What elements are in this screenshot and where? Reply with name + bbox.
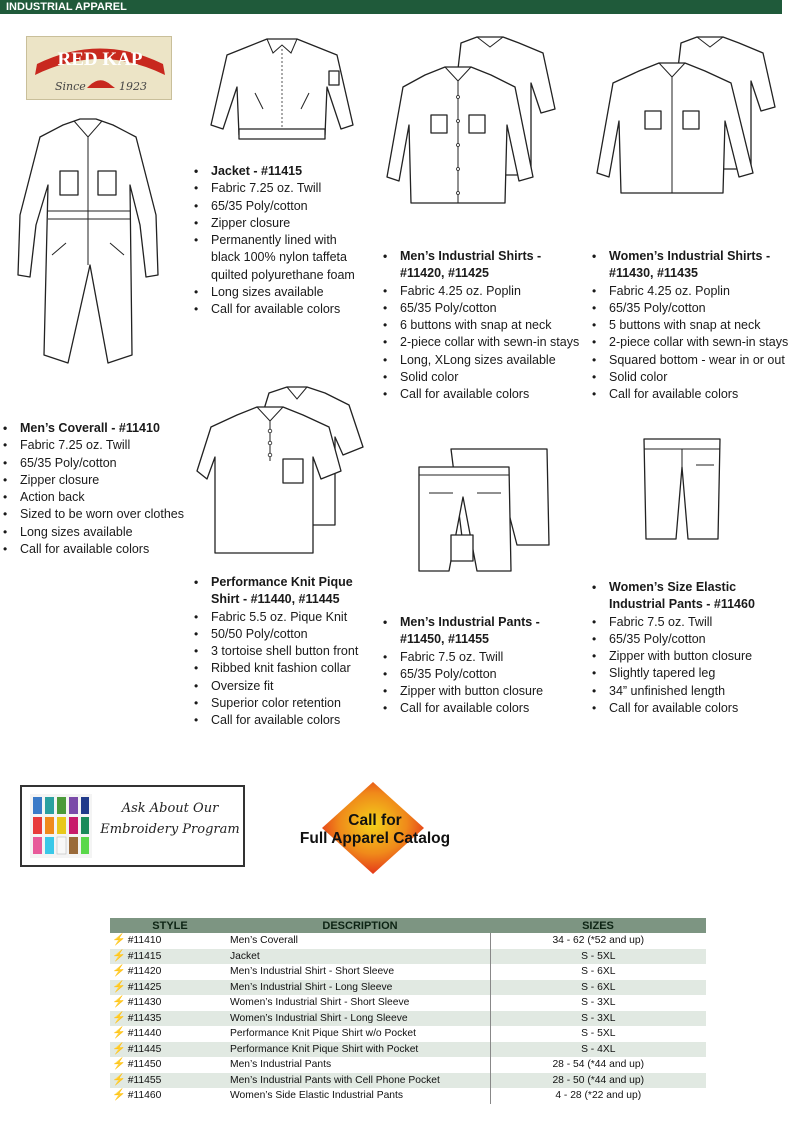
product-feature: • Zipper closure — [193, 215, 368, 232]
size-range: S - 5XL — [581, 1028, 616, 1039]
mens-shirts-illustration — [385, 35, 560, 205]
red-kap-logo — [26, 36, 172, 100]
table-row — [110, 933, 706, 949]
jacket-illustration — [205, 35, 360, 150]
product-title: • Men’s Coverall - #11410 — [2, 420, 187, 437]
product-title: • Men’s Industrial Shirts - #11420, #11425 — [382, 248, 587, 283]
product-jacket — [193, 163, 368, 319]
table-row — [110, 1088, 706, 1104]
column-header-style: STYLE — [110, 918, 230, 933]
table-row — [110, 1073, 706, 1089]
style-description: Women’s Side Elastic Industrial Pants — [230, 1088, 490, 1104]
product-feature: • 6 buttons with snap at neck — [382, 317, 587, 334]
product-feature: • Solid color — [382, 369, 587, 386]
product-feature: • 65/35 Poly/cotton — [193, 198, 368, 215]
section-header — [0, 0, 782, 14]
style-description: Men’s Industrial Pants with Cell Phone Pocket — [230, 1073, 490, 1089]
lightning-icon: ⚡ — [112, 965, 126, 977]
product-feature: • Call for available colors — [2, 541, 187, 558]
product-feature: • Zipper closure — [2, 472, 187, 489]
product-womens-shirts — [591, 248, 796, 404]
catalog-callout[interactable] — [295, 812, 455, 848]
style-description: Jacket — [230, 949, 490, 965]
product-feature: • Squared bottom - wear in or out — [591, 352, 796, 369]
style-description: Men’s Industrial Shirt - Short Sleeve — [230, 964, 490, 980]
style-description: Women’s Industrial Shirt - Short Sleeve — [230, 995, 490, 1011]
size-range: S - 3XL — [581, 997, 616, 1008]
product-feature: • Zipper with button closure — [382, 683, 572, 700]
product-feature: • 65/35 Poly/cotton — [591, 300, 796, 317]
column-header-sizes: SIZES — [490, 918, 706, 933]
product-feature: • Call for available colors — [591, 386, 796, 403]
size-range: S - 5XL — [490, 949, 706, 965]
style-description: Women’s Industrial Shirt - Long Sleeve — [230, 1011, 490, 1027]
style-description: Performance Knit Pique Shirt w/o Pocket — [230, 1026, 490, 1042]
style-number: #11435 — [127, 1012, 162, 1024]
product-feature: • 34” unfinished length — [591, 683, 771, 700]
product-title: • Women’s Size Elastic Industrial Pants - #11460 — [591, 579, 771, 614]
product-feature: • 65/35 Poly/cotton — [382, 666, 572, 683]
catalog-line2: Full Apparel Catalog — [299, 830, 451, 847]
style-number: #11410 — [127, 935, 162, 946]
style-number: #11440 — [127, 1028, 162, 1039]
product-feature: • 3 tortoise shell button front — [193, 643, 383, 660]
product-feature: • Long sizes available — [193, 284, 368, 301]
product-feature: • Call for available colors — [382, 700, 572, 717]
style-number: #11420 — [127, 966, 162, 977]
product-feature: • 65/35 Poly/cotton — [382, 300, 587, 317]
table-row — [110, 1057, 706, 1073]
table-row — [110, 1011, 706, 1027]
table-row — [110, 1026, 706, 1042]
size-range: 34 - 62 (*52 and up) — [552, 935, 645, 946]
size-table — [110, 918, 706, 1104]
size-range: S - 3XL — [490, 1011, 706, 1027]
product-feature: • Permanently lined with black 100% nylon taffeta quilted polyurethane foam — [193, 232, 368, 284]
product-feature: • Call for available colors — [382, 386, 587, 403]
table-row — [110, 1042, 706, 1058]
style-description: Men’s Industrial Shirt - Long Sleeve — [230, 980, 490, 996]
table-row — [110, 964, 706, 980]
product-feature: • Oversize fit — [193, 678, 383, 695]
size-range: S - 4XL — [490, 1042, 706, 1058]
table-row — [110, 995, 706, 1011]
product-feature: • 2-piece collar with sewn-in stays — [591, 334, 796, 351]
size-range: 4 - 28 (*22 and up) — [555, 1090, 642, 1101]
product-feature: • Call for available colors — [193, 712, 383, 729]
lightning-icon: ⚡ — [112, 1073, 126, 1086]
style-number: #11460 — [127, 1090, 162, 1101]
product-feature: • Zipper with button closure — [591, 648, 771, 665]
product-title: • Performance Knit Pique Shirt - #11440, #11445 — [193, 574, 383, 609]
product-feature: • Fabric 7.5 oz. Twill — [382, 649, 572, 666]
style-number: #11430 — [127, 997, 162, 1008]
product-feature: • Solid color — [591, 369, 796, 386]
product-feature: • Fabric 5.5 oz. Pique Knit — [193, 609, 383, 626]
table-row — [110, 980, 706, 996]
lightning-icon: ⚡ — [112, 1011, 126, 1024]
embroidery-text — [95, 798, 245, 840]
style-number: #11425 — [127, 981, 162, 993]
product-feature: • Long, XLong sizes available — [382, 352, 587, 369]
product-feature: • Long sizes available — [2, 524, 187, 541]
style-description: Men’s Coverall — [230, 933, 490, 949]
size-range: S - 6XL — [581, 966, 616, 977]
size-range: 28 - 54 (*44 and up) — [552, 1059, 645, 1070]
style-description: Men’s Industrial Pants — [230, 1057, 490, 1073]
style-number: #11415 — [127, 950, 162, 962]
logo-year: 1923 — [119, 80, 147, 93]
lightning-icon: ⚡ — [112, 934, 126, 946]
style-number: #11445 — [127, 1043, 162, 1055]
product-feature: • Sized to be worn over clothes — [2, 506, 187, 523]
catalog-line1: Call for — [348, 812, 402, 829]
style-number: #11450 — [127, 1059, 162, 1070]
style-description: Performance Knit Pique Shirt with Pocket — [230, 1042, 490, 1058]
embroidery-line1: Ask About Our — [121, 801, 219, 816]
product-feature: • 65/35 Poly/cotton — [2, 455, 187, 472]
lightning-icon: ⚡ — [112, 1027, 126, 1039]
size-table-header — [110, 918, 706, 933]
product-feature: • 5 buttons with snap at neck — [591, 317, 796, 334]
table-row — [110, 949, 706, 965]
product-mens-pants — [382, 614, 572, 718]
pique-shirts-illustration — [203, 385, 368, 555]
product-feature: • Slightly tapered leg — [591, 665, 771, 682]
product-coverall — [2, 420, 187, 558]
column-header-description: DESCRIPTION — [230, 918, 490, 933]
lightning-icon: ⚡ — [112, 980, 126, 993]
product-feature: • 50/50 Poly/cotton — [193, 626, 383, 643]
style-number: #11455 — [127, 1074, 162, 1086]
product-feature: • 2-piece collar with sewn-in stays — [382, 334, 587, 351]
lightning-icon: ⚡ — [112, 1089, 126, 1101]
lightning-icon: ⚡ — [112, 949, 126, 962]
womens-pants-illustration — [640, 435, 725, 545]
coverall-illustration — [8, 115, 168, 380]
lightning-icon: ⚡ — [112, 996, 126, 1008]
embroidery-line2: Embroidery Program — [100, 822, 240, 837]
logo-brand: RED KAP — [57, 49, 143, 70]
product-feature: • Fabric 7.25 oz. Twill — [2, 437, 187, 454]
product-title: • Men’s Industrial Pants - #11450, #11455 — [382, 614, 572, 649]
thread-spools-image — [30, 794, 92, 858]
product-feature: • Ribbed knit fashion collar — [193, 660, 383, 677]
womens-shirts-illustration — [595, 35, 785, 195]
product-mens-shirts — [382, 248, 587, 404]
product-feature: • Fabric 7.5 oz. Twill — [591, 614, 771, 631]
size-range: 28 - 50 (*44 and up) — [490, 1073, 706, 1089]
lightning-icon: ⚡ — [112, 1042, 126, 1055]
section-title: INDUSTRIAL APPAREL — [6, 1, 127, 13]
product-feature: • Action back — [2, 489, 187, 506]
size-range: S - 6XL — [490, 980, 706, 996]
logo-since: Since — [55, 80, 86, 93]
product-womens-pants — [591, 579, 771, 717]
product-feature: • Superior color retention — [193, 695, 383, 712]
product-feature: • 65/35 Poly/cotton — [591, 631, 771, 648]
product-feature: • Call for available colors — [591, 700, 771, 717]
product-feature: • Call for available colors — [193, 301, 368, 318]
product-feature: • Fabric 4.25 oz. Poplin — [591, 283, 796, 300]
product-feature: • Fabric 4.25 oz. Poplin — [382, 283, 587, 300]
product-pique-shirt — [193, 574, 383, 730]
lightning-icon: ⚡ — [112, 1058, 126, 1070]
product-feature: • Fabric 7.25 oz. Twill — [193, 180, 368, 197]
product-title: • Women’s Industrial Shirts - #11430, #11435 — [591, 248, 796, 283]
product-title: • Jacket - #11415 — [193, 163, 368, 180]
mens-pants-illustration — [415, 445, 555, 575]
